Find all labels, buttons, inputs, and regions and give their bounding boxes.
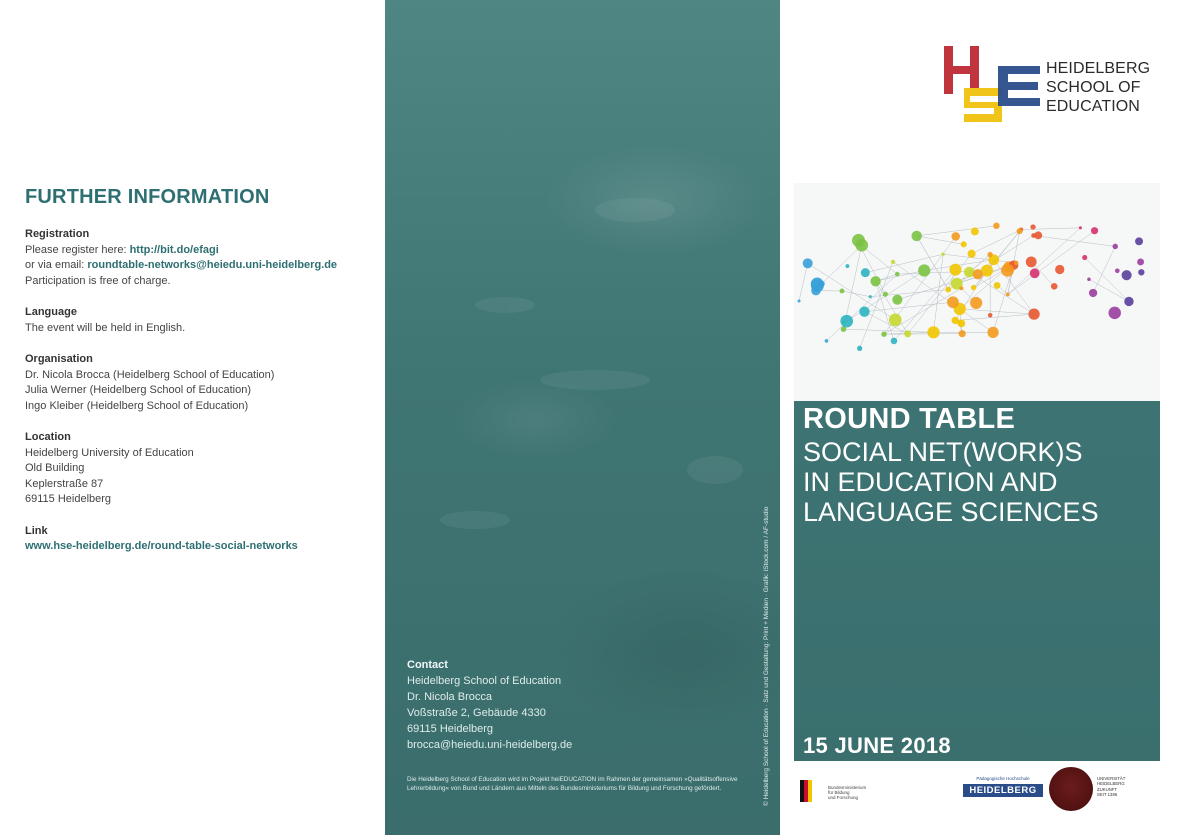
contact-line: 69115 Heidelberg (407, 723, 494, 735)
hse-logo-text (1046, 59, 1150, 116)
network-node (927, 326, 939, 338)
event-title: ROUND TABLE (803, 403, 1016, 435)
location-line: Keplerstraße 87 (25, 477, 104, 490)
network-illustration (794, 183, 1160, 401)
network-node (811, 277, 824, 290)
network-node (1051, 283, 1058, 290)
network-node (840, 315, 853, 328)
network-node (1014, 261, 1018, 265)
location-line: Heidelberg University of Education (25, 446, 194, 459)
network-link (799, 263, 808, 301)
network-link (960, 309, 1034, 314)
chalkboard-panel (385, 0, 780, 835)
network-node (1028, 308, 1039, 319)
network-node (1082, 255, 1087, 260)
network-node (904, 330, 911, 337)
organiser-line: Julia Werner (Heidelberg School of Education) (25, 384, 252, 396)
organiser-line: Dr. Nicola Brocca (Heidelberg School of Education) (25, 368, 275, 381)
network-node (1030, 224, 1035, 229)
language-section (25, 305, 375, 336)
network-node (1017, 228, 1023, 234)
network-node (1001, 264, 1014, 277)
network-link (955, 314, 1034, 320)
network-node (857, 346, 862, 351)
uni-line: ZUKUNFT (1097, 786, 1118, 792)
ph-logo-main: HEIDELBERG (963, 784, 1043, 797)
ph-heidelberg-logo (963, 776, 1043, 804)
bmbf-line: und Forschung (828, 795, 859, 800)
network-node (881, 332, 886, 337)
subtitle-line: IN EDUCATION AND (803, 467, 1058, 497)
network-node (964, 267, 975, 278)
logo-text-line: SCHOOL OF (1046, 79, 1141, 96)
location-line: 69115 Heidelberg (25, 493, 112, 505)
network-node (911, 231, 921, 241)
network-node (1137, 259, 1144, 266)
language-text: The event will be held in English. (25, 321, 186, 334)
network-node (869, 295, 872, 298)
further-information-panel (0, 0, 385, 835)
network-node (1031, 233, 1036, 238)
network-node (994, 282, 1001, 289)
network-node (970, 297, 982, 309)
funding-notice: Die Heidelberg School of Education wird im Projekt heiEDUCATION im Rahmen der gemeinsamen »Qualitätsoffensive Lehrerbildung« von Bund und Ländern aus Mitteln des Bundesministeriums für Bildung und Forschung gefördert. (407, 776, 738, 792)
contact-block (407, 657, 572, 753)
network-link (897, 274, 977, 299)
registration-link[interactable]: http://bit.do/efagi (129, 243, 219, 256)
network-node (971, 285, 976, 290)
logo-text-line: EDUCATION (1046, 98, 1140, 115)
network-node (941, 253, 944, 256)
registration-email-prefix: or via email: (25, 259, 88, 271)
registration-heading: Registration (25, 228, 90, 240)
network-node (1055, 265, 1064, 274)
network-link (876, 270, 925, 281)
registration-url-prefix: Please register here: (25, 243, 130, 256)
network-node (825, 339, 829, 343)
network-link (864, 302, 952, 311)
network-node (1079, 226, 1082, 229)
contact-line: Heidelberg School of Education (407, 675, 562, 687)
network-nodes (798, 222, 1145, 351)
uni-line: SEIT 1386 (1097, 791, 1118, 797)
university-logo-text (1097, 776, 1152, 797)
network-node (993, 222, 1000, 229)
bmbf-line: Bundesministerium (828, 785, 867, 790)
subtitle-line: LANGUAGE SCIENCES (803, 497, 1099, 527)
language-heading: Language (25, 306, 77, 318)
network-node (1115, 268, 1120, 273)
network-graphic (794, 183, 1160, 401)
registration-line-email (25, 258, 375, 274)
event-date: 15 JUNE 2018 (803, 733, 951, 758)
network-node (892, 295, 902, 305)
network-node (1108, 307, 1120, 319)
information-list (25, 227, 375, 571)
network-node (988, 313, 992, 317)
bmbf-logo-text (828, 785, 873, 800)
organisation-heading: Organisation (25, 353, 93, 365)
network-node (1122, 270, 1132, 280)
registration-free-note: Participation is free of charge. (25, 274, 171, 287)
network-link (972, 230, 1022, 254)
network-node (959, 330, 966, 337)
network-node (870, 276, 880, 286)
network-node (949, 264, 961, 276)
network-node (861, 268, 870, 277)
network-link (1093, 246, 1115, 293)
hse-logo-mark (942, 44, 1042, 124)
network-node (987, 252, 992, 257)
network-node (1030, 268, 1040, 278)
network-node (845, 264, 849, 268)
network-link (1008, 228, 1081, 295)
network-node (973, 269, 983, 279)
network-node (918, 264, 930, 276)
network-node (1026, 256, 1037, 267)
bmbf-eagle-icon (788, 772, 828, 810)
network-node (1124, 297, 1133, 306)
registration-section (25, 227, 375, 289)
university-seal-icon (1049, 767, 1093, 811)
registration-line-url (25, 243, 375, 259)
contact-heading: Contact (407, 659, 448, 671)
network-link (1034, 236, 1116, 247)
network-node (947, 296, 959, 308)
network-node (945, 287, 951, 293)
organisation-section (25, 352, 375, 414)
hse-logo (942, 44, 1162, 124)
contact-line: Dr. Nicola Brocca (407, 691, 492, 703)
network-node (957, 321, 961, 325)
network-node (1135, 237, 1143, 245)
uni-line: HEIDELBERG (1097, 781, 1125, 787)
network-node (1087, 278, 1091, 282)
network-link (842, 291, 870, 297)
network-node (798, 299, 801, 302)
location-heading: Location (25, 431, 71, 443)
further-information-title: FURTHER INFORMATION (25, 186, 270, 208)
network-node (803, 258, 813, 268)
location-line: Old Building (25, 462, 85, 474)
network-node (1089, 289, 1097, 297)
subtitle-line: SOCIAL NET(WORK)S (803, 437, 1083, 467)
contact-email[interactable]: brocca@heiedu.uni-heidelberg.de (407, 739, 573, 751)
network-link (844, 329, 934, 332)
registration-email-link[interactable]: roundtable-networks@heiedu.uni-heidelberg.de (87, 259, 338, 271)
contact-line: Voßstraße 2, Gebäude 4330 (407, 707, 546, 719)
network-link (822, 245, 862, 284)
event-website-link[interactable]: www.hse-heidelberg.de/round-table-social-networks (25, 540, 298, 552)
network-node (895, 272, 900, 277)
network-node (859, 306, 869, 316)
network-link (943, 254, 1016, 263)
network-node (891, 260, 895, 264)
network-node (883, 292, 888, 297)
network-link (917, 236, 949, 290)
location-section (25, 430, 375, 508)
network-node (987, 327, 998, 338)
organiser-line: Ingo Kleiber (Heidelberg School of Education) (25, 399, 249, 412)
event-subtitle (803, 437, 1153, 527)
image-credit: © Heidelberg School of Education · Satz und Gestaltung: Print + Medien · Grafik: iStock.com / AF-studio (763, 506, 770, 806)
network-node (951, 232, 960, 241)
link-heading: Link (25, 524, 48, 537)
network-node (961, 241, 967, 247)
network-link (1008, 231, 1095, 295)
uni-line: UNIVERSITÄT (1097, 776, 1126, 781)
network-link (1021, 228, 1080, 230)
network-node (852, 234, 865, 247)
network-node (968, 250, 976, 258)
network-node (891, 338, 898, 345)
cover-hero (794, 183, 1160, 761)
bmbf-line: für Bildung (828, 790, 850, 795)
network-node (1138, 269, 1144, 275)
network-node (1113, 244, 1118, 249)
ph-logo-top: Pädagogische Hochschule (976, 776, 1030, 781)
network-node (840, 289, 845, 294)
network-node (971, 228, 979, 236)
link-section (25, 524, 375, 555)
network-node (889, 314, 902, 327)
logo-text-line: HEIDELBERG (1046, 60, 1151, 77)
cover-panel (780, 0, 1178, 835)
network-node (959, 286, 963, 290)
network-node (1006, 292, 1010, 296)
network-node (1091, 227, 1098, 234)
